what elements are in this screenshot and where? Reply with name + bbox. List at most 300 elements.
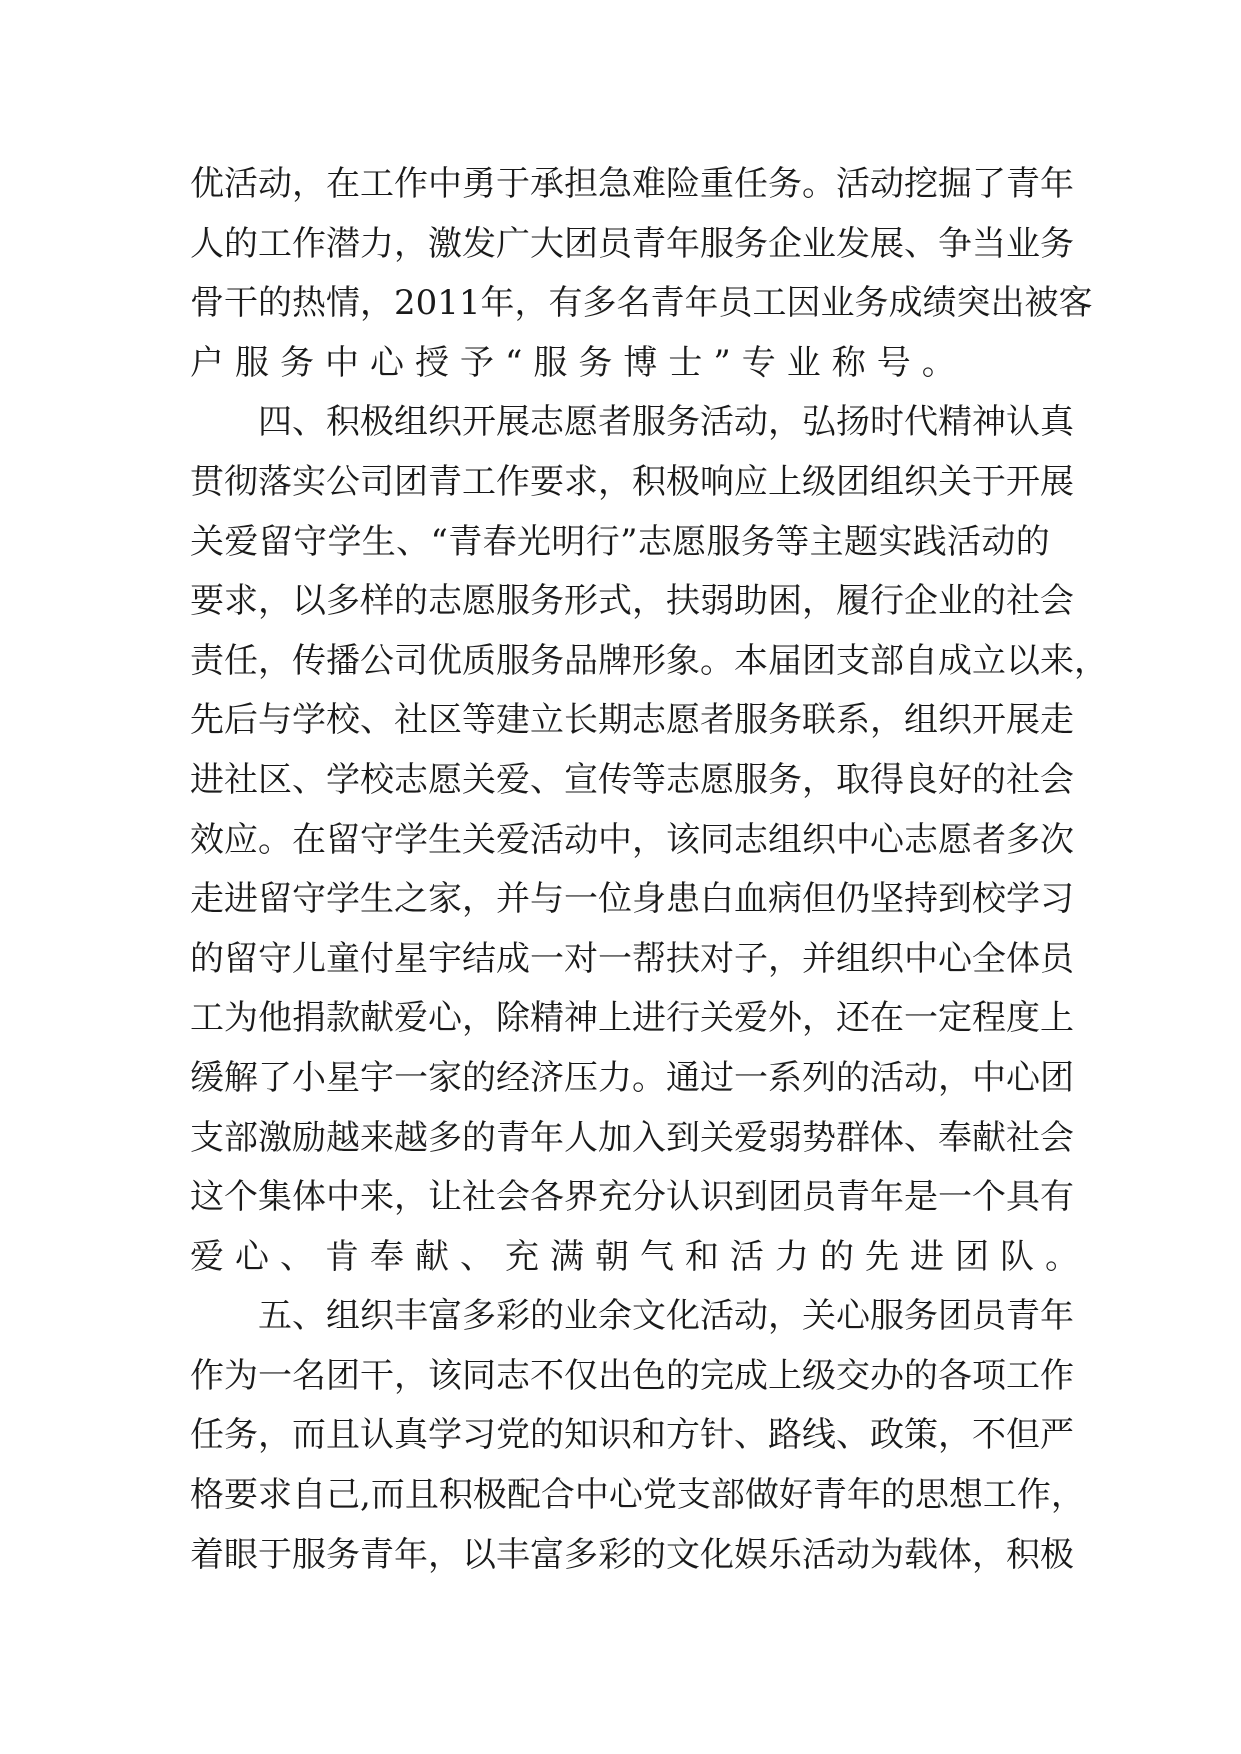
glyph: 多 [428,1117,462,1158]
glyph: 的 [632,1534,666,1575]
glyph: 在 [292,819,326,860]
glyph: 级 [802,1355,836,1396]
glyph: 方 [666,1415,700,1456]
glyph: 学 [394,819,428,860]
glyph: 时 [870,402,904,443]
glyph: ， [394,1177,428,1218]
glyph: 缓 [190,1057,224,1098]
glyph: 、 [904,223,938,264]
glyph: 还 [836,998,870,1039]
glyph: 人 [190,223,224,264]
glyph: 励 [292,1117,326,1158]
glyph: 来 [360,1177,394,1218]
glyph: ， [632,819,666,860]
glyph: 积 [632,461,666,502]
glyph: 的 [530,1415,564,1456]
text-line-12 [190,811,1074,871]
glyph: 社 [1006,759,1040,800]
glyph: 留 [258,879,292,920]
glyph: 走 [1040,700,1074,741]
glyph: 文 [666,1534,700,1575]
glyph: 团 [394,461,428,502]
glyph: 的 [836,1057,870,1098]
glyph: 积 [326,402,360,443]
glyph: 献 [360,998,394,1039]
glyph: 针 [700,1415,734,1456]
glyph: 入 [632,1117,666,1158]
glyph: 生 [360,879,394,920]
glyph: 主 [809,521,844,562]
glyph: 习 [1040,879,1074,920]
glyph: 。 [632,1057,666,1098]
glyph: 的 [462,1117,496,1158]
glyph: 丰 [496,1534,530,1575]
glyph: 对 [564,938,598,979]
glyph: 个 [972,1177,1006,1218]
glyph: 动 [836,1534,870,1575]
glyph: 支 [676,1475,711,1516]
glyph: 团 [836,461,870,502]
glyph: 为 [224,998,258,1039]
glyph: 会 [1040,581,1074,622]
glyph: 体 [938,1534,972,1575]
glyph: 进 [632,998,666,1039]
glyph: 客 [1058,283,1093,324]
glyph: 守 [360,819,394,860]
glyph: 他 [258,998,292,1039]
glyph: 社 [394,700,428,741]
glyph: 、 [292,402,326,443]
glyph: 应 [224,819,258,860]
glyph: 中 [326,1177,360,1218]
glyph: 期 [598,700,632,741]
glyph: 活 [947,521,982,562]
glyph: 校 [326,700,360,741]
glyph: 心 [836,1296,870,1337]
glyph: 务 [224,1415,258,1456]
glyph: 精 [530,998,564,1039]
glyph: 建 [496,700,530,741]
glyph: 者 [598,402,632,443]
glyph: 企 [768,223,802,264]
glyph: 会 [1040,1117,1074,1158]
glyph: 青 [632,223,666,264]
glyph: 。 [700,640,734,681]
glyph: 的 [394,581,428,622]
glyph: 情 [326,283,360,324]
glyph: 和 [632,1415,666,1456]
glyph: 党 [496,1415,530,1456]
glyph: 公 [326,461,360,502]
glyph: 作 [496,461,530,502]
text-line-17 [190,1109,1074,1169]
glyph: 业 [1006,223,1040,264]
glyph: 社 [1006,581,1040,622]
glyph: 作 [292,223,326,264]
glyph: 务 [1040,223,1074,264]
glyph: 式 [598,581,632,622]
glyph: 员 [972,1296,1006,1337]
glyph: 个 [224,1177,258,1218]
glyph: 织 [938,700,972,741]
glyph: 真 [394,1415,428,1456]
glyph: 动 [981,521,1016,562]
text-line-11 [190,751,1074,811]
glyph: 象 [666,640,700,681]
glyph: 项 [972,1355,1006,1396]
glyph: 志 [428,581,462,622]
glyph: 的 [190,938,224,979]
text-line-7 [190,513,1050,573]
glyph: 结 [462,938,496,979]
glyph: 形 [564,581,598,622]
glyph: 活 [700,402,734,443]
text-line-23 [190,1466,1085,1526]
glyph: 着 [190,1534,224,1575]
glyph: 经 [496,1057,530,1098]
glyph: 服 [700,223,734,264]
glyph: 色 [632,1355,666,1396]
glyph: 传 [598,759,632,800]
glyph: 患 [666,879,700,920]
line-text: 户服务中心授予“服务博士”专业称号。 [190,342,967,383]
glyph: 开 [462,402,496,443]
glyph: 要 [530,461,564,502]
glyph: 发 [462,223,496,264]
glyph: 中 [904,938,938,979]
glyph: 公 [360,640,394,681]
glyph: 上 [1040,998,1074,1039]
glyph: 心 [1006,1057,1040,1098]
glyph: 求 [224,581,258,622]
glyph: 次 [1040,819,1074,860]
glyph: 的 [972,581,1006,622]
glyph: 路 [768,1415,802,1456]
glyph: 且 [404,1475,439,1516]
glyph: 服 [734,759,768,800]
glyph: 线 [802,1415,836,1456]
glyph: 作 [1016,1475,1051,1516]
glyph: 落 [258,461,292,502]
text-line-16 [190,1049,1074,1109]
glyph: 年 [530,1117,564,1158]
glyph: 、 [836,1415,870,1456]
glyph: 扶 [666,938,700,979]
glyph: 员 [802,1177,836,1218]
glyph: 有 [1040,1177,1074,1218]
glyph: 展 [496,402,530,443]
glyph: 贯 [190,461,224,502]
glyph: ， [428,1534,462,1575]
glyph: 病 [768,879,802,920]
glyph: 年 [684,283,719,324]
glyph: 开 [1006,461,1040,502]
glyph: ， [258,1415,292,1456]
glyph: 持 [904,879,938,920]
glyph: 不 [530,1355,564,1396]
glyph: 心 [870,819,904,860]
glyph: 要 [224,1475,258,1516]
glyph: 一 [938,1177,972,1218]
glyph: 越 [394,1117,428,1158]
glyph: 力 [598,1057,632,1098]
glyph: 质 [462,640,496,681]
glyph: 务 [854,283,889,324]
glyph: 极 [472,1475,507,1516]
glyph: 的 [880,1475,915,1516]
glyph: 扬 [836,402,870,443]
glyph: 集 [258,1177,292,1218]
glyph: 务 [904,1296,938,1337]
glyph: 难 [632,164,666,204]
glyph: 活 [836,164,870,204]
glyph: 学 [327,521,362,562]
glyph: 扶 [666,581,700,622]
glyph: 五 [258,1296,292,1337]
glyph: 严 [1040,1415,1074,1456]
text-line-6 [190,453,1074,513]
glyph: 对 [700,938,734,979]
glyph: 展 [1006,700,1040,741]
glyph: 工 [752,283,787,324]
glyph: ， [598,461,632,502]
glyph: 成 [938,640,972,681]
glyph: 动 [870,164,904,204]
glyph: 大 [530,223,564,264]
glyph: 宇 [360,1057,394,1098]
glyph: 一 [734,1057,768,1098]
glyph: 任 [224,640,258,681]
glyph: 服 [632,402,666,443]
glyph: 织 [360,1296,394,1337]
glyph: 一 [904,998,938,1039]
glyph: 不 [972,1415,1006,1456]
glyph: 年 [870,1177,904,1218]
glyph: 志 [496,1355,530,1396]
glyph: 明 [551,521,586,562]
glyph: 认 [1006,402,1040,443]
glyph: 家 [428,879,462,920]
glyph: 识 [700,1177,734,1218]
glyph: ， [258,581,292,622]
glyph: 身 [632,879,666,920]
glyph: 青 [448,521,483,562]
glyph: ， [462,998,496,1039]
glyph: 愿 [428,759,462,800]
glyph: 求 [564,461,598,502]
glyph: 并 [496,879,530,920]
glyph: 同 [700,819,734,860]
glyph: 童 [326,938,360,979]
glyph: 届 [768,640,802,681]
glyph: 己 [326,1475,360,1516]
glyph: 子 [734,938,768,979]
text-line-21 [190,1347,1074,1407]
glyph: 织 [870,938,904,979]
glyph: 彩 [496,1296,530,1337]
glyph: 知 [564,1415,598,1456]
glyph: 团 [802,640,836,681]
glyph: 青 [496,1117,530,1158]
glyph: 过 [700,1057,734,1098]
glyph: 组 [904,700,938,741]
glyph: 的 [224,223,258,264]
glyph: 求 [258,1475,292,1516]
glyph: 务 [666,402,700,443]
glyph: 应 [734,461,768,502]
text-line-9 [190,632,1108,692]
glyph: 优 [190,164,224,204]
glyph: 动 [258,164,292,204]
glyph: 生 [361,521,396,562]
glyph: ， [972,1534,1006,1575]
section-heading-four [190,393,1074,453]
glyph: 以 [462,1534,496,1575]
glyph: 宣 [564,759,598,800]
glyph: 积 [1006,1534,1040,1575]
glyph: 优 [428,640,462,681]
glyph: 而 [370,1475,405,1516]
glyph: 团 [1040,1057,1074,1098]
glyph: 司 [394,640,428,681]
glyph: 挖 [904,164,938,204]
glyph: 关 [190,521,224,562]
glyph: 付 [360,938,394,979]
glyph: 的 [972,759,1006,800]
glyph: 程 [972,998,1006,1039]
glyph: 年 [1040,164,1074,204]
glyph: 各 [530,1177,564,1218]
glyph: 织 [904,461,938,502]
glyph: 服 [292,1534,326,1575]
glyph: 务 [768,164,802,204]
glyph: 余 [598,1296,632,1337]
glyph: 责 [190,640,224,681]
glyph: 留 [224,938,258,979]
glyph: 这 [190,1177,224,1218]
glyph: 争 [938,223,972,264]
glyph: 心 [428,998,462,1039]
glyph: 认 [666,1177,700,1218]
glyph: 员 [598,223,632,264]
glyph: 弱 [768,1117,802,1158]
glyph: 守 [292,879,326,920]
glyph: 来 [1040,640,1074,681]
glyph: 与 [258,700,292,741]
glyph: 并 [802,938,836,979]
glyph: 履 [836,581,870,622]
glyph: 分 [632,1177,666,1218]
glyph: 团 [326,1355,360,1396]
glyph: 积 [438,1475,473,1516]
text-line-22 [190,1406,1074,1466]
text-line-24 [190,1526,1074,1586]
glyph: 青 [812,1475,847,1516]
glyph: 工 [982,1475,1017,1516]
text-line-13 [190,870,1074,930]
glyph: 青 [650,283,685,324]
glyph: 级 [802,461,836,502]
glyph: 、 [734,1415,768,1456]
glyph: 全 [972,938,1006,979]
glyph: 名 [292,1355,326,1396]
glyph: 团 [938,1296,972,1337]
glyph: 志 [734,819,768,860]
glyph: 青 [360,1534,394,1575]
glyph: ， [802,998,836,1039]
glyph: 部 [224,1117,258,1158]
glyph: 形 [632,640,666,681]
glyph: 习 [462,1415,496,1456]
glyph: 、 [360,700,394,741]
glyph: 加 [598,1117,632,1158]
glyph: 思 [914,1475,949,1516]
glyph: ， [632,581,666,622]
glyph: 业 [820,283,855,324]
glyph: 奉 [938,1117,972,1158]
glyph: 服 [734,700,768,741]
glyph: 志 [394,759,428,800]
glyph: 重 [700,164,734,204]
glyph: 服 [870,1296,904,1337]
glyph: 团 [768,1177,802,1218]
glyph: 列 [802,1057,836,1098]
text-line-2 [190,215,1074,275]
glyph: 活 [700,1296,734,1337]
glyph: 务 [740,521,775,562]
glyph: 识 [598,1415,632,1456]
glyph: ， [938,1415,972,1456]
glyph: 取 [836,759,870,800]
glyph: 组 [394,402,428,443]
glyph: 愿 [462,581,496,622]
glyph: 到 [734,1177,768,1218]
glyph: 化 [700,1534,734,1575]
glyph: 于 [258,1534,292,1575]
glyph: 响 [700,461,734,502]
glyph: 各 [938,1355,972,1396]
glyph: 务 [768,759,802,800]
glyph: 以 [1006,640,1040,681]
glyph: 织 [802,819,836,860]
glyph: 关 [802,1296,836,1337]
glyph: 业 [938,581,972,622]
glyph: ， [258,640,292,681]
glyph: 界 [564,1177,598,1218]
glyph: 联 [802,700,836,741]
glyph: 学 [1006,879,1040,920]
glyph: 党 [642,1475,677,1516]
glyph: 学 [428,1415,462,1456]
glyph: 会 [496,1177,530,1218]
glyph: 政 [870,1415,904,1456]
glyph: 来 [360,1117,394,1158]
glyph: 广 [496,223,530,264]
glyph: 捐 [292,998,326,1039]
glyph: 策 [904,1415,938,1456]
text-line-4 [190,334,1050,394]
glyph: 一 [530,938,564,979]
glyph: 志 [904,819,938,860]
glyph: 潜 [326,223,360,264]
glyph: 愿 [666,700,700,741]
glyph: ， [768,402,802,443]
glyph: 关 [938,461,972,502]
glyph: 系 [768,1057,802,1098]
glyph: 出 [598,1355,632,1396]
glyph: 但 [802,879,836,920]
glyph: 本 [734,640,768,681]
